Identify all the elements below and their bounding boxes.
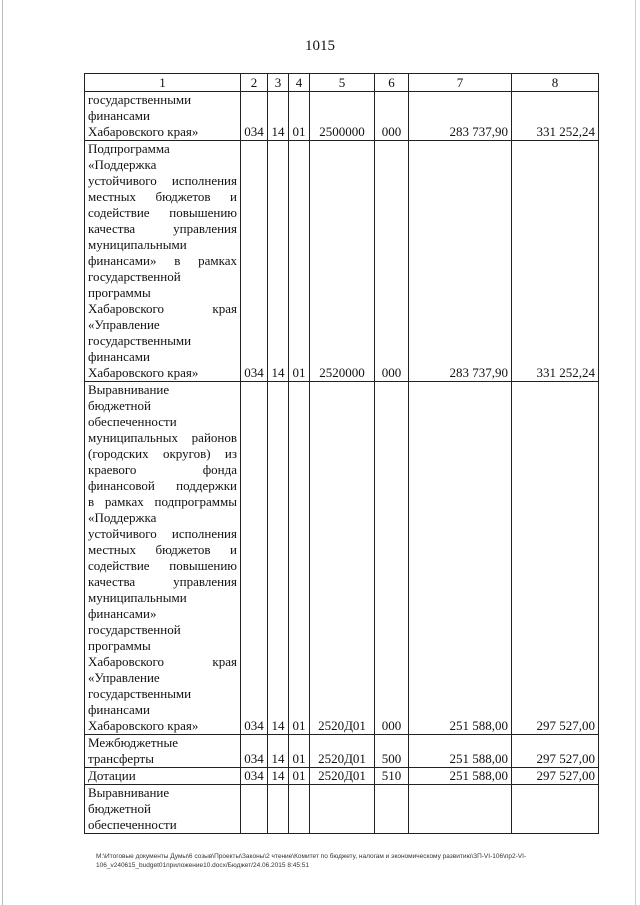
header-cell: 1 — [85, 74, 241, 92]
row-name-line: Хабаровского края — [88, 654, 237, 669]
row-name-line: Хабаровского края» — [88, 124, 199, 139]
gov-code-cell — [241, 785, 268, 834]
gov-code-cell: 034 — [241, 141, 268, 382]
row-name-line: (городских округов) из — [88, 446, 237, 461]
section-cell: 14 — [268, 382, 289, 735]
header-cell: 8 — [512, 74, 599, 92]
target-article-cell: 2520Д01 — [310, 735, 375, 768]
gov-code-cell: 034 — [241, 92, 268, 141]
row-name-line: в рамках подпрограммы — [88, 494, 237, 509]
row-name-line: программы — [88, 638, 151, 653]
gov-code-cell: 034 — [241, 735, 268, 768]
expense-type-cell: 000 — [375, 92, 409, 141]
row-name-line: Хабаровского края» — [88, 718, 199, 733]
page-number: 1015 — [305, 38, 335, 54]
amount-2016-cell: 251 588,00 — [409, 735, 512, 768]
row-name-line: качества управления — [88, 574, 237, 589]
row-name-cell — [85, 785, 241, 834]
row-name-line: программы — [88, 285, 151, 300]
row-name-line: Выравнивание — [88, 785, 170, 800]
row-name-cell — [85, 382, 241, 735]
amount-2016-cell: 251 588,00 — [409, 768, 512, 785]
amount-2017-cell: 297 527,00 — [512, 735, 599, 768]
expense-type-cell: 000 — [375, 141, 409, 382]
row-name-line: «Управление — [88, 670, 160, 685]
section-cell: 14 — [268, 768, 289, 785]
target-article-cell: 2520Д01 — [310, 768, 375, 785]
amount-2017-cell: 331 252,24 — [512, 141, 599, 382]
row-name-line: финансами» в рамках — [88, 253, 237, 268]
row-name-cell — [85, 735, 241, 768]
row-name-line: государственной — [88, 269, 181, 284]
subsection-cell — [289, 785, 310, 834]
file-path-footer: М:\Итоговые документы Думы\6 созыв\Проекты\Законы\2 чтение\Комитет по бюджету, налогам и экономическому развитию\ЗП-VI-106\пр2-VI-106_v240615_budget01приложение10.docx/Бюджет/24.06.2015 8:45:51 — [96, 853, 527, 869]
header-cell: 4 — [289, 74, 310, 92]
row-name-cell — [85, 141, 241, 382]
table-row — [85, 382, 599, 735]
budget-table — [84, 73, 599, 834]
row-name-line: местных бюджетов и — [88, 542, 237, 557]
expense-type-cell: 000 — [375, 382, 409, 735]
row-name-line: Выравнивание — [88, 382, 170, 397]
amount-2017-cell: 297 527,00 — [512, 768, 599, 785]
row-name-cell — [85, 768, 241, 785]
subsection-cell: 01 — [289, 382, 310, 735]
amount-2016-cell: 283 737,90 — [409, 141, 512, 382]
row-name-line: Хабаровского края» — [88, 365, 199, 380]
amount-2017-cell: 297 527,00 — [512, 382, 599, 735]
row-name-line: бюджетной — [88, 398, 151, 413]
header-cell: 6 — [375, 74, 409, 92]
expense-type-cell — [375, 785, 409, 834]
row-name-line: финансовой поддержки — [88, 478, 237, 493]
row-name-line: обеспеченности — [88, 414, 177, 429]
table-row — [85, 735, 599, 768]
section-cell: 14 — [268, 735, 289, 768]
table-header-row — [85, 74, 599, 92]
subsection-cell: 01 — [289, 92, 310, 141]
row-name-line: трансферты — [88, 751, 154, 766]
row-name-line: Дотации — [88, 768, 136, 783]
subsection-cell: 01 — [289, 735, 310, 768]
expense-type-cell: 500 — [375, 735, 409, 768]
row-name-line: содействие повышению — [88, 205, 237, 220]
row-name-line: муниципальных районов — [88, 430, 237, 445]
row-name-line: муниципальными — [88, 237, 187, 252]
header-cell: 7 — [409, 74, 512, 92]
target-article-cell: 2520000 — [310, 141, 375, 382]
amount-2017-cell — [512, 785, 599, 834]
row-name-line: содействие повышению — [88, 558, 237, 573]
header-cell: 5 — [310, 74, 375, 92]
amount-2016-cell: 283 737,90 — [409, 92, 512, 141]
row-name-line: Подпрограмма — [88, 141, 170, 156]
row-name-line: государственными — [88, 92, 192, 107]
gov-code-cell: 034 — [241, 768, 268, 785]
row-name-line: муниципальными — [88, 590, 187, 605]
row-name-line: краевого фонда — [88, 462, 237, 477]
table-row — [85, 785, 599, 834]
section-cell: 14 — [268, 141, 289, 382]
table-row — [85, 768, 599, 785]
row-name-line: обеспеченности — [88, 817, 177, 832]
target-article-cell — [310, 785, 375, 834]
header-cell: 3 — [268, 74, 289, 92]
header-cell: 2 — [241, 74, 268, 92]
row-name-line: Хабаровского края — [88, 301, 237, 316]
expense-type-cell: 510 — [375, 768, 409, 785]
scan-edge-left — [2, 0, 3, 905]
scan-edge-right — [635, 0, 636, 905]
row-name-line: Межбюджетные — [88, 735, 178, 750]
row-name-line: «Управление — [88, 317, 160, 332]
row-name-line: устойчивого исполнения — [88, 526, 237, 541]
target-article-cell: 2520Д01 — [310, 382, 375, 735]
section-cell — [268, 785, 289, 834]
row-name-line: устойчивого исполнения — [88, 173, 237, 188]
row-name-line: местных бюджетов и — [88, 189, 237, 204]
row-name-line: финансами» — [88, 606, 157, 621]
row-name-line: бюджетной — [88, 801, 151, 816]
row-name-line: финансами — [88, 702, 150, 717]
section-cell: 14 — [268, 92, 289, 141]
amount-2016-cell — [409, 785, 512, 834]
row-name-line: «Поддержка — [88, 157, 157, 172]
amount-2017-cell: 331 252,24 — [512, 92, 599, 141]
row-name-line: государственными — [88, 686, 192, 701]
amount-2016-cell: 251 588,00 — [409, 382, 512, 735]
table-row — [85, 141, 599, 382]
gov-code-cell: 034 — [241, 382, 268, 735]
subsection-cell: 01 — [289, 768, 310, 785]
row-name-cell — [85, 92, 241, 141]
subsection-cell: 01 — [289, 141, 310, 382]
target-article-cell: 2500000 — [310, 92, 375, 141]
row-name-line: финансами — [88, 349, 150, 364]
row-name-line: государственными — [88, 333, 192, 348]
row-name-line: государственной — [88, 622, 181, 637]
table-row — [85, 92, 599, 141]
row-name-line: финансами — [88, 108, 150, 123]
row-name-line: качества управления — [88, 221, 237, 236]
row-name-line: «Поддержка — [88, 510, 157, 525]
